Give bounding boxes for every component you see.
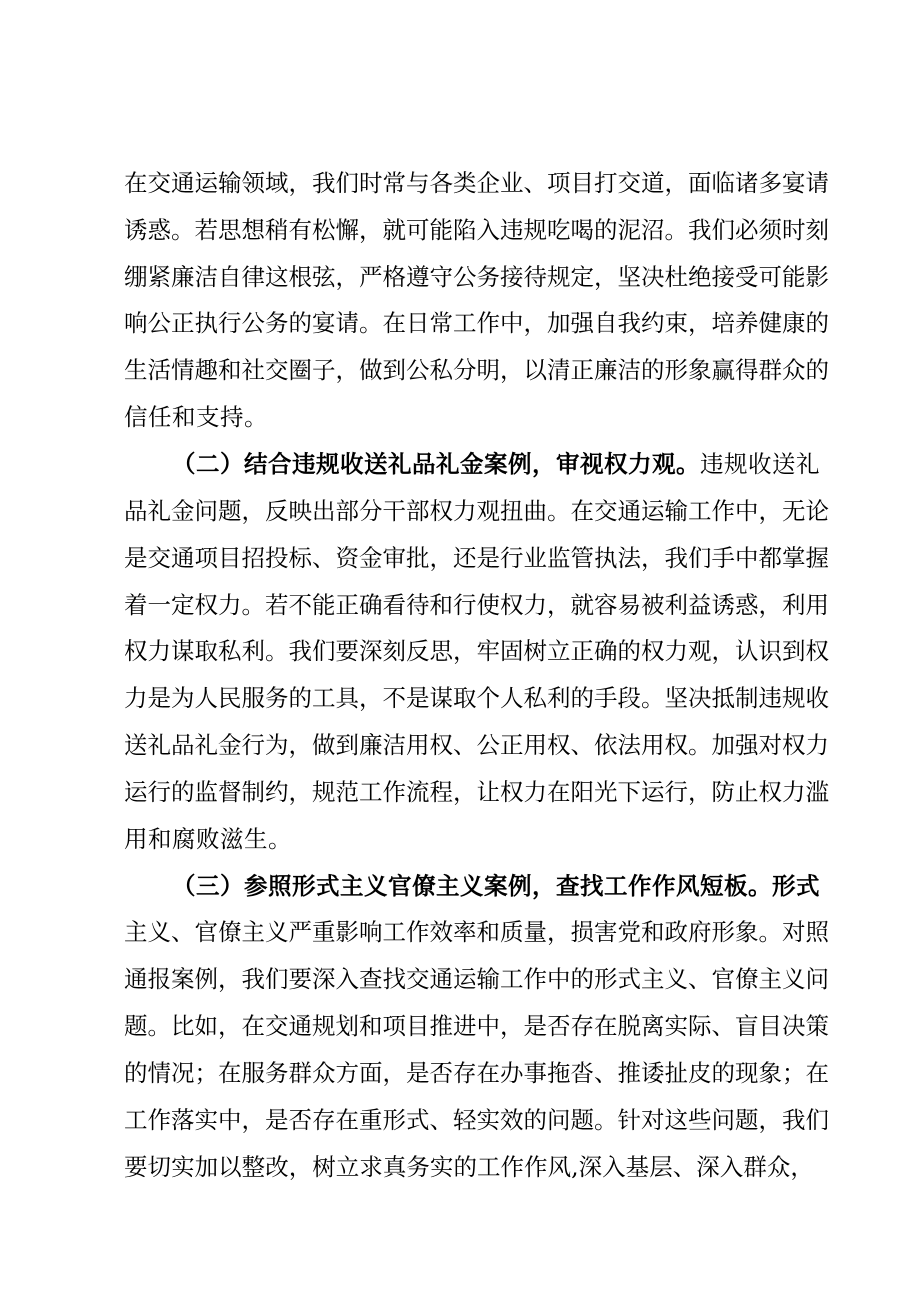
paragraph-line: 送 礼 品 礼 金 行 为 ， 做 到 廉 洁 用 权 、 公 正 用 权 、 依 法 用 权 。 加 强 对 权 力 [124,731,829,759]
paragraph-line: 运 行 的 监 督 制 约 ， 规 范 工 作 流 程 ， 让 权 力 在 阳 光 下 运 行 ， 防 止 权 力 滥 [124,778,829,806]
heading-tail-text: 违规收送礼 [700,450,820,478]
paragraph-line: 在 交 通 运 输 领 域 ， 我 们 时 常 与 各 类 企 业 、 项 目 打 交 道 ， 面 临 诸 多 宴 请 [124,169,829,197]
paragraph-line: 用和腐败滋生。 [124,825,292,853]
heading-tail-text: 形式 [772,872,820,900]
paragraph-line: 信任和支持。 [124,403,268,431]
paragraph-line: 绷 紧 廉 洁 自 律 这 根 弦 ， 严 格 遵 守 公 务 接 待 规 定 ， 坚 决 杜 绝 接 受 可 能 影 [124,263,829,291]
paragraph-line: 的 情 况 ； 在 服 务 群 众 方 面 ， 是 否 存 在 办 事 拖 沓 、 推 诿 扯 皮 的 现 象 ； 在 [124,1059,829,1087]
paragraph-line: 着 一 定 权 力 。 若 不 能 正 确 看 待 和 行 使 权 力 ， 就 容 易 被 利 益 诱 惑 ， 利 用 [124,591,829,619]
section-heading: （三）参照形式主义官僚主义案例，查找工作作风短板。 [172,872,772,900]
paragraph-line: 通 报 案 例 ， 我 们 要 深 入 查 找 交 通 运 输 工 作 中 的 形 式 主 义 、 官 僚 主 义 问 [124,965,829,993]
paragraph-line: 权 力 谋 取 私 利 。 我 们 要 深 刻 反 思 ， 牢 固 树 立 正 确 的 权 力 观 ， 认 识 到 权 [124,637,829,665]
paragraph-line: 主 义 、 官 僚 主 义 严 重 影 响 工 作 效 率 和 质 量 ， 损 害 党 和 政 府 形 象 。 对 照 [124,918,829,946]
paragraph-line: 响 公 正 执 行 公 务 的 宴 请 。 在 日 常 工 作 中 ， 加 强 自 我 约 束 ， 培 养 健 康 的 [124,309,829,337]
paragraph-line: 诱 惑 。 若 思 想 稍 有 松 懈 ， 就 可 能 陷 入 违 规 吃 喝 的 泥 沼 。 我 们 必 须 时 刻 [124,216,829,244]
paragraph-line: 题 。 比 如 ， 在 交 通 规 划 和 项 目 推 进 中 ， 是 否 存 在 脱 离 实 际 、 盲 目 决 策 [124,1012,829,1040]
paragraph-line: 生 活 情 趣 和 社 交 圈 子 ， 做 到 公 私 分 明 ， 以 清 正 廉 洁 的 形 象 赢 得 群 众 的 [124,356,829,384]
section-heading: （二）结合违规收送礼品礼金案例，审视权力观。 [172,450,700,478]
paragraph-line: 要 切 实 加 以 整 改 ， 树 立 求 真 务 实 的 工 作 作 风 , 深 入 基 层 、 深 入 群 众 ， [124,1153,814,1181]
paragraph-line: 工 作 落 实 中 ， 是 否 存 在 重 形 式 、 轻 实 效 的 问 题 。 针 对 这 些 问 题 ， 我 们 [124,1106,829,1134]
paragraph-line: 品 礼 金 问 题 ， 反 映 出 部 分 干 部 权 力 观 扭 曲 。 在 交 通 运 输 工 作 中 ， 无 论 [124,497,829,525]
paragraph-line: 是 交 通 项 目 招 投 标 、 资 金 审 批 ， 还 是 行 业 监 管 执 法 ， 我 们 手 中 都 掌 握 [124,544,829,572]
section-heading-line [172,869,820,903]
section-heading-line [172,447,820,481]
paragraph-line: 力 是 为 人 民 服 务 的 工 具 ， 不 是 谋 取 个 人 私 利 的 手 段 。 坚 决 抵 制 违 规 收 [124,684,829,712]
